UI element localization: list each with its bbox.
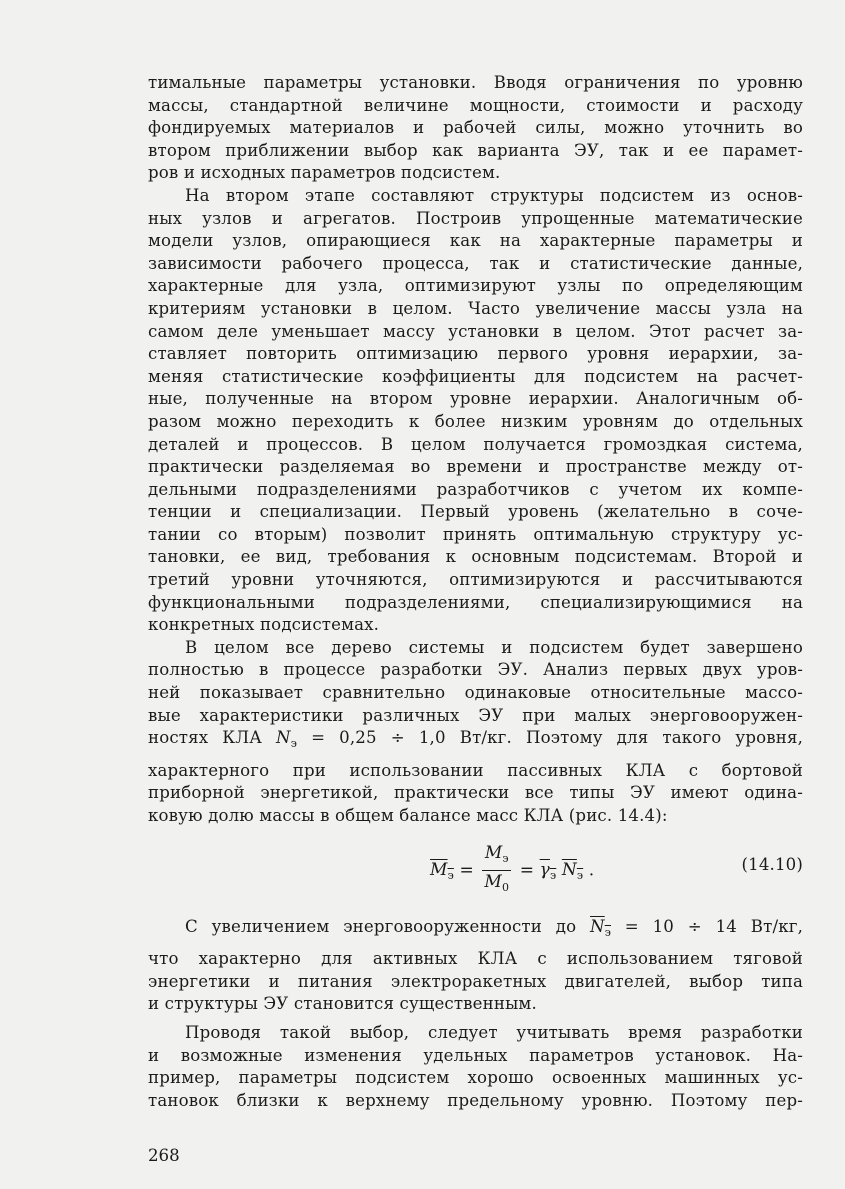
page-number: 268 [148, 1146, 180, 1165]
math-variable: M [430, 860, 448, 881]
text-line: энергетики и питания электроракетных двигателей, выбор типа [148, 971, 803, 991]
fraction-denominator [482, 871, 511, 900]
text-line: полностью в процессе разработки ЭУ. Анализ первых двух уров- [148, 660, 803, 680]
power-density-term [590, 916, 611, 939]
math-variable: N [276, 728, 291, 748]
paragraph-5 [148, 1022, 803, 1112]
paragraph-2 [148, 185, 803, 637]
text-line: пример, параметры подсистем хорошо освоенных машинных ус- [148, 1068, 803, 1088]
inline-text: = 0,25 ÷ 1,0 Вт/кг. Поэтому для такого уровня, [297, 728, 803, 748]
text-line: критериям установки в целом. Часто увеличение массы узла на [148, 298, 803, 318]
math-variable: γ [539, 860, 550, 881]
text-line: массы, стандартной величине мощности, стоимости и расходу [148, 95, 803, 115]
text-line: что характерно для активных КЛА с использованием тяговой [148, 949, 803, 969]
text-line: ные, полученные на втором уровне иерархии. Аналогичным об- [148, 389, 803, 409]
text-line: В целом все дерево системы и подсистем будет завершено [185, 637, 803, 657]
text-line: тановки, ее вид, требования к основным подсистемам. Второй и [148, 547, 803, 567]
text-line: конкретных подсистемах. [148, 615, 380, 635]
equals-sign: = [519, 860, 535, 881]
text-line: меняя статистические коэффициенты для подсистем на расчет- [148, 366, 803, 386]
inline-text: = 10 ÷ 14 Вт/кг, [611, 916, 803, 936]
text-line: тимальные параметры установки. Вводя ограничения по уровню [148, 73, 803, 92]
math-subscript: э [576, 869, 584, 883]
inline-text: ностях КЛА [148, 728, 277, 748]
math-subscript: э [549, 869, 557, 883]
text-line: тенции и специализации. Первый уровень (желательно в соче- [148, 502, 803, 522]
text-line: зависимости рабочего процесса, так и статистические данные, [148, 253, 803, 273]
text-line: фондируемых материалов и рабочей силы, можно уточнить во [148, 118, 803, 138]
math-variable: M [484, 842, 503, 863]
text-line: ных узлов и агрегатов. Построив упрощенные математические [148, 208, 803, 228]
text-line-with-math [148, 727, 803, 756]
text-line: Проводя такой выбор, следует учитывать время разработки [185, 1022, 803, 1042]
equation-14-10 [148, 832, 803, 910]
power-density-term [561, 860, 584, 883]
text-line-with-math [148, 916, 803, 945]
math-variable: N [590, 916, 605, 936]
text-line: практически разделяемая во времени и пространстве между от- [148, 457, 803, 477]
paragraph-4 [148, 916, 803, 1016]
math-subscript: э [447, 869, 454, 883]
paragraph-3 [148, 637, 803, 828]
text-line: модели узлов, опирающиеся как на характерные параметры и [148, 231, 803, 251]
text-line: На втором этапе составляют структуры подсистем из основ- [185, 185, 803, 205]
math-variable: N [561, 860, 577, 881]
text-line: втором приближении выбор как варианта ЭУ, так и ее парамет- [148, 140, 803, 160]
text-line: разом можно переходить к более низким уровням до отдельных [148, 411, 803, 431]
text-line: функциональными подразделениями, специализирующимися на [148, 592, 803, 612]
text-line: характерные для узла, оптимизируют узлы по определяющим [148, 276, 803, 296]
lhs-mass-ratio [430, 860, 454, 883]
text-line: и возможные изменения удельных параметров установок. На- [148, 1045, 803, 1065]
text-line: деталей и процессов. В целом получается громоздкая система, [148, 434, 803, 454]
text-line: ковую долю массы в общем балансе масс КЛА (рис. 14.4): [148, 806, 668, 825]
text-line: приборной энергетикой, практически все типы ЭУ имеют одина- [148, 783, 803, 803]
equals-sign: = [459, 860, 474, 881]
text-line: тании со вторым) позволит принять оптимальную структуру ус- [148, 524, 803, 544]
fraction-numerator [482, 842, 511, 872]
fraction [482, 842, 511, 900]
text-line: вые характеристики различных ЭУ при малых энерговооружен- [148, 705, 803, 725]
text-line: ней показывает сравнительно одинаковые относительные массо- [148, 683, 803, 703]
math-subscript: 0 [501, 881, 510, 895]
gamma-term [539, 860, 557, 883]
math-subscript: э [290, 737, 298, 751]
text-line: характерного при использовании пассивных КЛА с бортовой [148, 760, 803, 780]
equation-number: (14.10) [741, 854, 803, 874]
math-subscript: э [604, 925, 611, 939]
text-line: и структуры ЭУ становится существенным. [148, 994, 537, 1014]
text-line: тановок близки к верхнему предельному уровню. Поэтому пер- [148, 1090, 803, 1110]
text-line: третий уровни уточняются, оптимизируются и рассчитываются [148, 570, 803, 590]
page-body [148, 72, 803, 1112]
math-variable: M [484, 872, 502, 893]
inline-text: С увеличением энерговооруженности до [185, 916, 591, 936]
equation-body [430, 842, 594, 900]
text-line: ров и исходных параметров подсистем. [148, 163, 501, 183]
text-line: ставляет повторить оптимизацию первого уровня иерархии, за- [148, 344, 803, 364]
text-line: дельными подразделениями разработчиков с учетом их компе- [148, 479, 803, 499]
math-subscript: э [502, 851, 509, 865]
paragraph-1 [148, 72, 803, 185]
equation-period: . [588, 860, 595, 881]
text-line: самом деле уменьшает массу установки в целом. Этот расчет за- [148, 321, 803, 341]
